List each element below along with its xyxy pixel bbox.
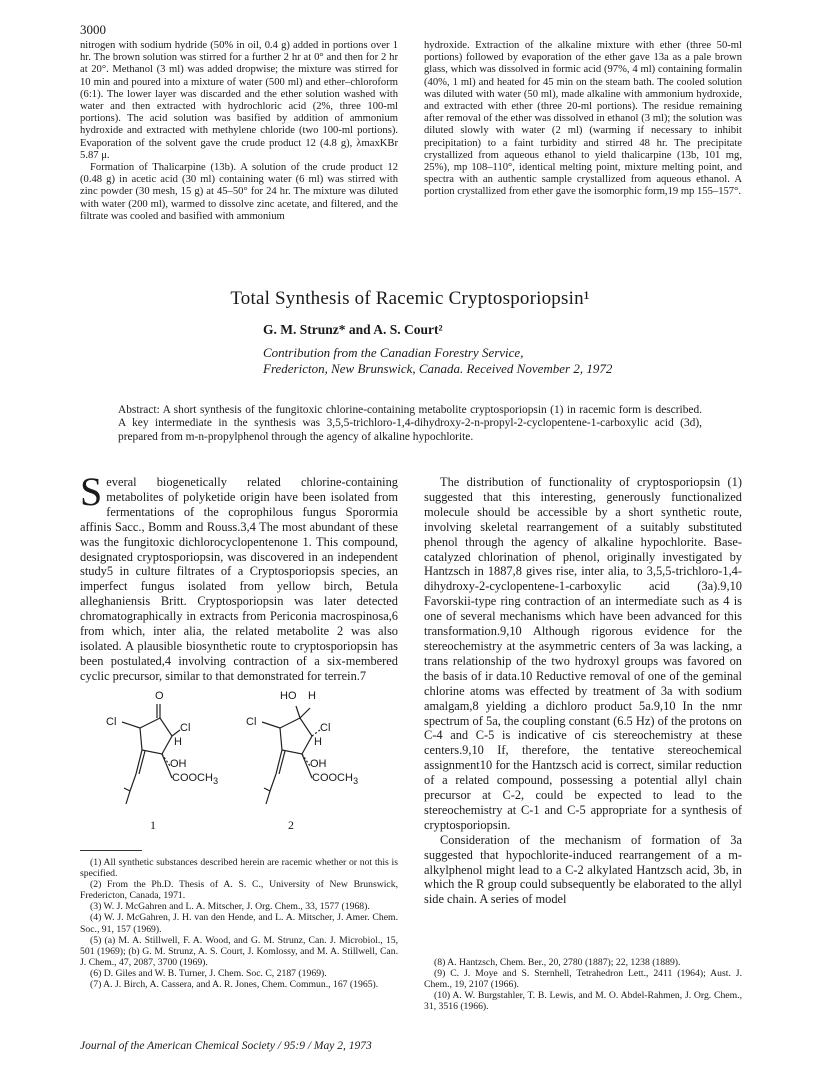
hydrogen-label: H bbox=[308, 690, 316, 702]
paragraph: nitrogen with sodium hydride (50% in oil, 0.4 g) added in portions over 1 hr. The brown solution was stirred for a further 2 hr at 0° and then for 2 hr at 20°. Methanol (3 ml) was added dropwise; the mixture was stirred for 10 min and poured into a mixture of water (500 ml) and ether–chloroform (6:1). The lower layer was discarded and the ether solution washed with water and then extracted with hydrochloric acid (2%, three 100-ml portions). The acid solution was basified by addition of ammonium hydroxide and extracted with methylene chloride (two 100-ml portions). Evaporation of the solvent gave the crude product 12 (4.8 g), λmaxKBr 5.87 μ. bbox=[80, 40, 398, 161]
paragraph: hydroxide. Extraction of the alkaline mixture with ether (three 50-ml portions) followed by evaporation of the ether gave 13a as a pale brown glass, which was dissolved in formic acid (97%, 4 ml) containing formalin (40%, 1 ml) and heated for 45 min on the steam bath. The cooled solution was diluted with water (50 ml), made alkaline with ammonium hydroxide, and extracted with ether (three 20-ml portions). The residue remaining after removal of the ether was dissolved in ethanol (3 ml); the solution was diluted slowly with water (2 ml) (warming if necessary to inhibit precipitation) to a faint turbidity and stirred 48 hr. The precipitate crystallized from aqueous ethanol to yield thalicarpine (13b, 101 mg, 25%), mp 108–110°, identical melting point, mixture melting point, and spectra with an authentic sample crystallized from aqueous ethanol. A portion crystallized from ether gave the isomorphic form,19 mp 155–157°. bbox=[424, 40, 742, 198]
experimental-column-right bbox=[424, 40, 742, 199]
compound-number: 1 bbox=[150, 818, 156, 832]
paragraph: Formation of Thalicarpine (13b). A solution of the crude product 12 (0.48 g) in acetic acid (30 ml) containing water (6 ml) was stirred with zinc powder (30 mesh, 15 g) at 45–50° for 24 hr. The mixture was diluted with water (200 ml), warmed to dissolve zinc acetate, and filtered, and the filtrate was cooled and basified with ammonium bbox=[80, 162, 398, 222]
authors: G. M. Strunz* and A. S. Court² bbox=[263, 322, 443, 337]
chlorine-label: Cl bbox=[180, 722, 191, 734]
footnote: (7) A. J. Birch, A. Cassera, and A. R. Jones, Chem. Commun., 167 (1965). bbox=[90, 979, 379, 991]
ester-label: $COOCH_3$ bbox=[312, 772, 359, 787]
ester-label: $COOCH_3$ bbox=[172, 772, 219, 787]
affiliation bbox=[263, 345, 612, 377]
chlorine-label: Cl bbox=[106, 716, 117, 728]
footnotes-left bbox=[80, 857, 398, 990]
hydroxyl-label: OH bbox=[310, 758, 327, 770]
footnote: (10) A. W. Burgstahler, T. B. Lewis, and M. O. Abdel-Rahmen, J. Org. Chem., 31, 3516 (1966). bbox=[424, 990, 742, 1013]
footnote: (9) C. J. Moye and S. Sternhell, Tetrahedron Lett., 2411 (1964); Aust. J. Chem., 19, 2107 (1966). bbox=[424, 968, 742, 991]
hydroxyl-label: OH bbox=[170, 758, 187, 770]
page-number: 3000 bbox=[80, 22, 106, 37]
oxygen-label: O bbox=[155, 690, 164, 702]
article-title: Total Synthesis of Racemic Cryptosporiopsin¹ bbox=[230, 288, 590, 309]
chlorine-label: Cl bbox=[320, 722, 331, 734]
abstract: Abstract: A short synthesis of the fungitoxic chlorine-containing metabolite cryptosporiopsin (1) in racemic form is described. A key intermediate in the synthesis was 3,5,5-trichloro-1,4-dihydroxy-2-n-propyl-2-cyclopentene-1-carboxylic acid (3d), prepared from m-n-propylphenol through the agency of alkaline hypochlorite. bbox=[118, 404, 702, 443]
footnotes-right bbox=[424, 957, 742, 1012]
body-column-left bbox=[80, 469, 398, 684]
chemical-structures bbox=[100, 690, 390, 846]
paragraph: Consideration of the mechanism of formation of 3a suggested that hypochlorite-induced rearrangement of a m-alkylphenol might lead to a C-2 alkylated Hantzsch acid, 3b, in which the R group could subsequently be elaborated to the allyl side chain. A series of model bbox=[424, 832, 742, 907]
journal-footer: Journal of the American Chemical Society / 95:9 / May 2, 1973 bbox=[80, 1040, 372, 1052]
footnote: (4) W. J. McGahren, J. H. van den Hende, and L. A. Mitscher, J. Amer. Chem. Soc., 91, 157 (1969). bbox=[80, 912, 398, 935]
footnote: (5) (a) M. A. Stillwell, F. A. Wood, and G. M. Strunz, Can. J. Microbiol., 15, 501 (1969); (b) G. M. Strunz, A. S. Court, J. Komlossy, and M. A. Stillwell, Can. J. Chem., 47, 2087, 3700 (1969). bbox=[80, 934, 398, 968]
body-column-right bbox=[424, 475, 742, 907]
footnote: (2) From the Ph.D. Thesis of A. S. C., University of New Brunswick, Fredericton, Canada, 1971. bbox=[80, 879, 398, 902]
affiliation-line: Fredericton, New Brunswick, Canada. Received November 2, 1972 bbox=[263, 361, 613, 376]
structures-svg bbox=[100, 696, 390, 846]
hydrogen-label: H bbox=[174, 736, 182, 748]
footnote-rule bbox=[80, 850, 142, 851]
footnote: (1) All synthetic substances described herein are racemic whether or not this is specified. bbox=[80, 857, 398, 880]
footnote: (6) D. Giles and W. B. Turner, J. Chem. Soc. C, 2187 (1969). bbox=[90, 967, 327, 979]
hydroxyl-label: HO bbox=[280, 690, 297, 702]
paragraph bbox=[80, 469, 398, 684]
hydrogen-label: H bbox=[314, 736, 322, 748]
experimental-column-left bbox=[80, 40, 398, 223]
chlorine-label: Cl bbox=[246, 716, 257, 728]
affiliation-line: Contribution from the Canadian Forestry Service, bbox=[263, 345, 524, 360]
drop-cap: S bbox=[80, 469, 103, 514]
paragraph: The distribution of functionality of cryptosporiopsin (1) suggested that this interesting, generously functionalized molecule should be accessible by a short synthetic route, involving skeletal rearrangement of a suitably substituted phenol through the agency of alkaline hypochlorite. Base-catalyzed chlorination of phenol, originally investigated by Hantzsch in 1887,8 gives rise, inter alia, to 3,5,5-trichloro-1,4-dihydroxy-2-cyclopentene-1-carboxylic acid (3a).9,10 Favorskii-type ring contraction of an intermediate such as 4 is one of several mechanisms which have been advanced for this transformation.9,10 Although rigorous evidence for the stereochemistry at the asymmetric centers of 3a was lacking, a trans relationship of the two hydroxyl groups was favored on the basis of ir data.10 Reductive removal of one of the geminal chlorine atoms was effected by treatment of 3a with sodium amalgam,8 yielding a dichloro product 5a.9,10 In the nmr spectrum of 5a, the coupling constant (6.5 Hz) of the protons on C-4 and C-5 is indicative of cis stereochemistry at these centers.9,10 If, therefore, the tentative stereochemical assignment10 for the Hantzsch acid is correct, similar reduction of a related compound, possessing a potential allyl chain precursor at C-2, could be expected to lead to the stereochemistry at C-1 and C-5 appropriate for a synthesis of cryptosporiopsin. bbox=[424, 475, 742, 832]
compound-number: 2 bbox=[288, 818, 294, 832]
footnote: (8) A. Hantzsch, Chem. Ber., 20, 2780 (1887); 22, 1238 (1889). bbox=[434, 957, 681, 968]
paragraph-text: everal biogenetically related chlorine-containing metabolites of polyketide origin have been isolated from fermentations of the coprophilous fungus Sporormia affinis Sacc., Bomm and Rouss.3,4 The most abundant of these was the fungitoxic dichlorocyclopentenone 1. This compound, designated cryptosporiopsin, was discovered in an independent study5 in culture filtrates of a Cryptosporiopsis species, an imperfect fungus isolated from yellow birch, Betula alleghaniensis Britt. Cryptosporiopsin was later detected chromatographically in extracts from Periconia macrospinosa,6 from which, inter alia, the related metabolite 2 was also isolated. A plausible biosynthetic route to cryptosporiopsin has been postulated,4 involving contraction of a six-membered cyclic precursor, similar to that demonstrated for terrein.7 bbox=[80, 475, 398, 683]
footnote: (3) W. J. McGahren and L. A. Mitscher, J. Org. Chem., 33, 1577 (1968). bbox=[90, 901, 370, 913]
